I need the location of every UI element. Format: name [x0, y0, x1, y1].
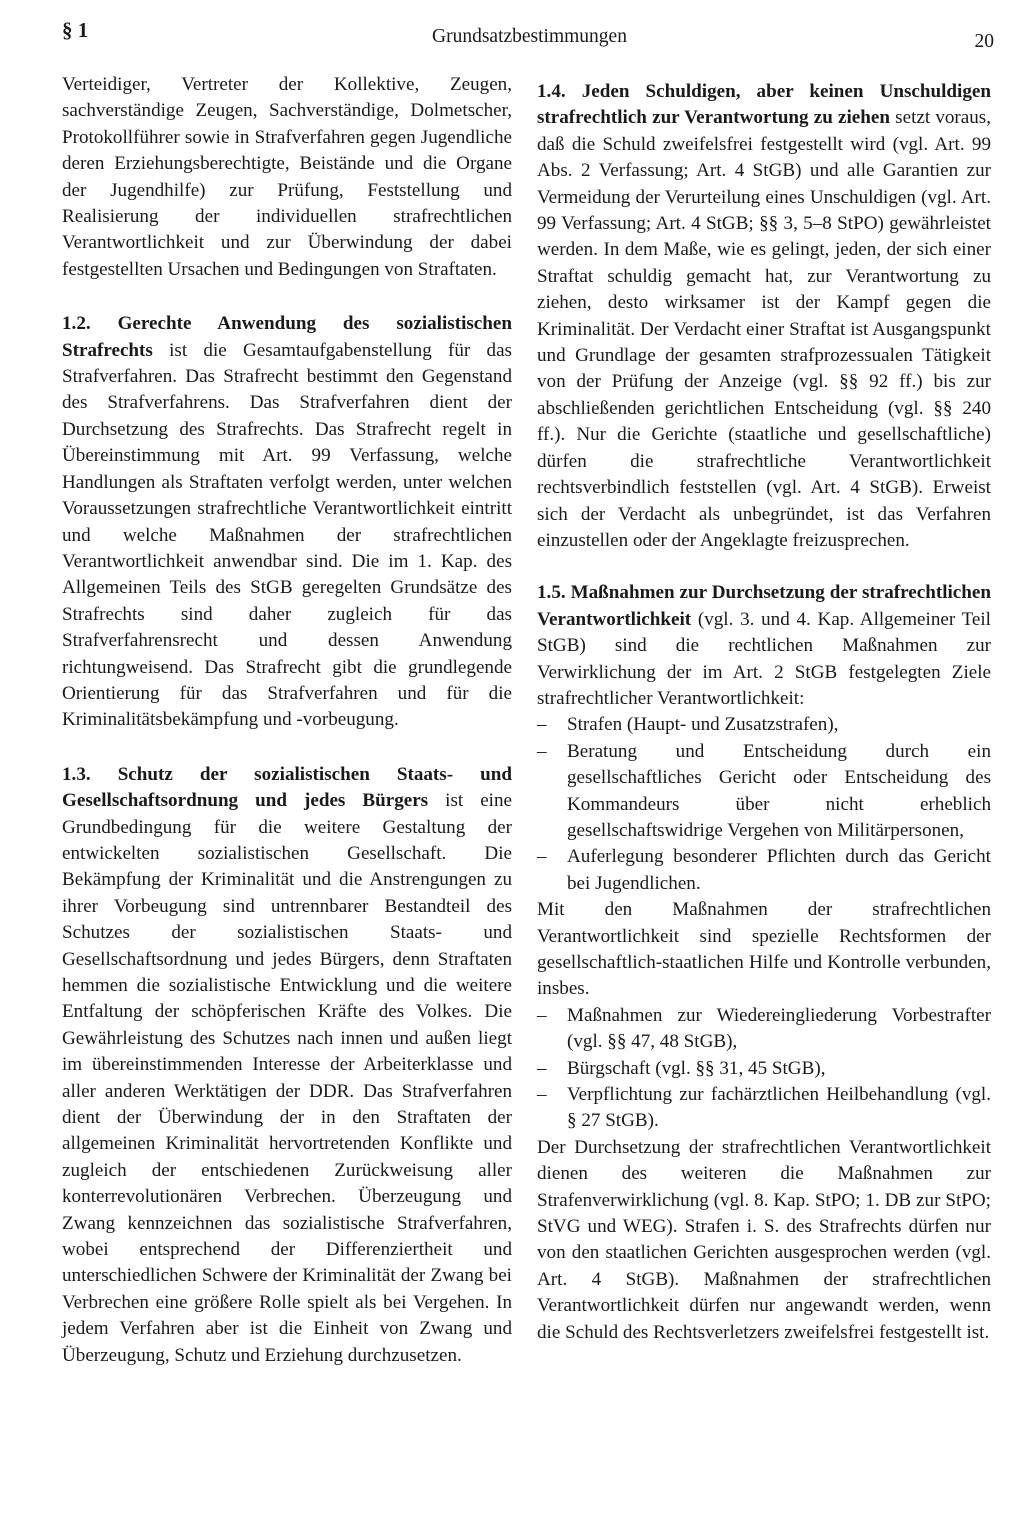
support-list	[537, 1003, 991, 1135]
list-item: – Maßnahmen zur Wiedereingliederung Vorbestrafter (vgl. §§ 47, 48 StGB),	[537, 1003, 991, 1056]
section-1-2-text: ist die Gesamtaufgabenstellung für das Strafverfahren. Das Strafrecht bestimmt den Gegenstand des Strafverfahrens. Das Strafverfahren dient der Durchsetzung des Strafrechts. Das Strafrecht regelt in Übereinstimmung mit Art. 99 Verfassung, welche Handlungen als Straftaten verfolgt werden, unter welchen Voraussetzungen strafrechtliche Verantwortlichkeit eintritt und welche Maßnahmen der strafrechtlichen Verantwortlichkeit anwendbar sind. Die im 1. Kap. des Allgemeinen Teils des StGB geregelten Grundsätze des Strafrechts sind daher zugleich für das Strafverfahrensrecht und dessen Anwendung richtungweisend. Das Strafrecht gibt die grundlegende Orientierung für das Strafverfahren und für die Kriminalitätsbekämpfung und -vorbeugung.	[62, 339, 512, 731]
running-title: Grundsatzbestimmungen	[432, 26, 627, 47]
section-1-3-text: ist eine Grundbedingung für die weitere Gestaltung der entwickelten sozialistischen Gesellschaft. Die Bekämpfung der Kriminalität und die Anstrengungen zu ihrer Vorbeugung sind untrennbarer Bestandteil des Schutzes der sozialistischen Staats- und Gesellschaftsordnung und jedes Bürgers, denn Straftaten hemmen die sozialistische Entwicklung und die weitere Entfaltung der schöpferischen Kräfte des Volkes. Die Gewährleistung des Schutzes nach innen und außen liegt im übereinstimmenden Interesse der Arbeiterklasse und aller anderen Werktätigen der DDR. Das Strafverfahren dient der Überwindung der in den Straftaten der allgemeinen Kriminalität hervortretenden Konflikte und zugleich der entschiedenen Zurückweisung aller konterrevolutionären Verbrechen. Überzeugung und Zwang kennzeichnen das sozialistische Strafverfahren, wobei entsprechend der Differenziertheit und unterschiedlichen Schwere der Kriminalität der Zwang bei Verbrechen eine größere Rolle spielt als bei Vergehen. In jedem Verfahren aber ist die Einheit von Zwang und Überzeugung, Schutz und Erziehung durchzusetzen.	[62, 790, 512, 1366]
list-item: – Beratung und Entscheidung durch ein gesellschaftliches Gericht oder Entscheidung des Kommandeurs über nicht erheblich gesellschaftswidrige Vergehen von Militärpersonen,	[537, 739, 991, 845]
intro-paragraph: Verteidiger, Vertreter der Kollektive, Zeugen, sachverständige Zeugen, Sachverständige, Dolmetscher, Protokollführer sowie in Strafverfahren gegen Jugendliche deren Erziehungsberechtigte, Beistände und die Organe der Jugendhilfe) zur Prüfung, Feststellung und Realisierung der individuellen strafrechtlichen Verantwortlichkeit und zur Überwindung der dabei festgestellten Ursachen und Bedingungen von Straftaten.	[62, 74, 512, 280]
section-1-4-heading: 1.4. Jeden Schuldigen, aber keinen Unschuldigen strafrechtlich zur Verantwortung zu ziehen	[537, 81, 991, 129]
closing-paragraph: Der Durchsetzung der strafrechtlichen Verantwortlichkeit dienen des weiteren die Maßnahmen zur Strafenverwirklichung (vgl. 8. Kap. StPO; 1. DB zur StPO; StVG und WEG). Strafen i. S. des Strafrechts dürfen nur von den staatlichen Gerichten ausgesprochen werden (vgl. Art. 4 StGB). Maßnahmen der strafrechtlichen Verantwortlichkeit dürfen nur angewandt werden, wenn die Schuld des Rechtsverletzers zweifelsfrei festgestellt ist.	[537, 1136, 991, 1343]
list-item: – Verpflichtung zur fachärztlichen Heilbehandlung (vgl. § 27 StGB).	[537, 1082, 991, 1135]
section-1-4	[537, 79, 991, 554]
list-item: – Auferlegung besonderer Pflichten durch das Gericht bei Jugendlichen.	[537, 844, 991, 897]
page-number: 20	[974, 31, 994, 52]
list-item: – Strafen (Haupt- und Zusatzstrafen),	[537, 712, 991, 738]
section-1-4-text: setzt voraus, daß die Schuld zweifelsfrei festgestellt wird (vgl. Art. 99 Abs. 2 Verfassung; Art. 4 StGB) und alle Garantien zur Vermeidung der Verurteilung eines Unschuldigen (vgl. Art. 99 Verfassung; Art. 4 StGB; §§ 3, 5–8 StPO) gewährleistet werden. In dem Maße, wie es gelingt, jeden, der sich einer Straftat schuldig gemacht hat, zur Verantwortung zu ziehen, desto wirksamer ist der Kampf gegen die Kriminalität. Der Verdacht einer Straftat ist Ausgangspunkt und Grundlage der gesamten strafprozessualen Tätigkeit von der Prüfung der Anzeige (vgl. §§ 92 ff.) bis zur abschließenden gerichtlichen Entscheidung (vgl. §§ 240 ff.). Nur die Gerichte (staatliche und gesellschaftliche) dürfen die strafrechtliche Verantwortlichkeit rechtsverbindlich feststellen (vgl. Art. 4 StGB). Erweist sich der Verdacht als unbegründet, ist das Verfahren einzustellen oder der Angeklagte freizusprechen.	[537, 107, 991, 551]
section-1-3-heading: 1.3. Schutz der sozialistischen Staats- und Gesellschaftsordnung und jedes Bürgers	[62, 763, 512, 812]
measures-list	[537, 712, 991, 897]
right-column	[537, 79, 991, 1346]
section-1-5	[537, 580, 991, 712]
left-column	[62, 72, 512, 1369]
section-1-5-text: (vgl. 3. und 4. Kap. Allgemeiner Teil StGB) sind die rechtlichen Maßnahmen zur Verwirklichung der im Art. 2 StGB festgelegten Ziele strafrechtlicher Verantwortlichkeit:	[537, 608, 991, 709]
page-header	[0, 0, 1024, 60]
section-1-3	[62, 762, 512, 1369]
section-1-5-heading: 1.5. Maßnahmen zur Durchsetzung der strafrechtlichen Verantwortlichkeit	[537, 582, 991, 630]
section-1-2	[62, 311, 512, 734]
list-item: – Bürgschaft (vgl. §§ 31, 45 StGB),	[537, 1056, 991, 1082]
support-paragraph: Mit den Maßnahmen der strafrechtlichen Verantwortlichkeit sind spezielle Rechtsformen der gesellschaftlich-staatlichen Hilfe und Kontrolle verbunden, insbes.	[537, 899, 991, 1000]
section-1-2-heading: 1.2. Gerechte Anwendung des sozialistischen Strafrechts	[62, 313, 512, 361]
section-marker: § 1	[62, 18, 89, 42]
